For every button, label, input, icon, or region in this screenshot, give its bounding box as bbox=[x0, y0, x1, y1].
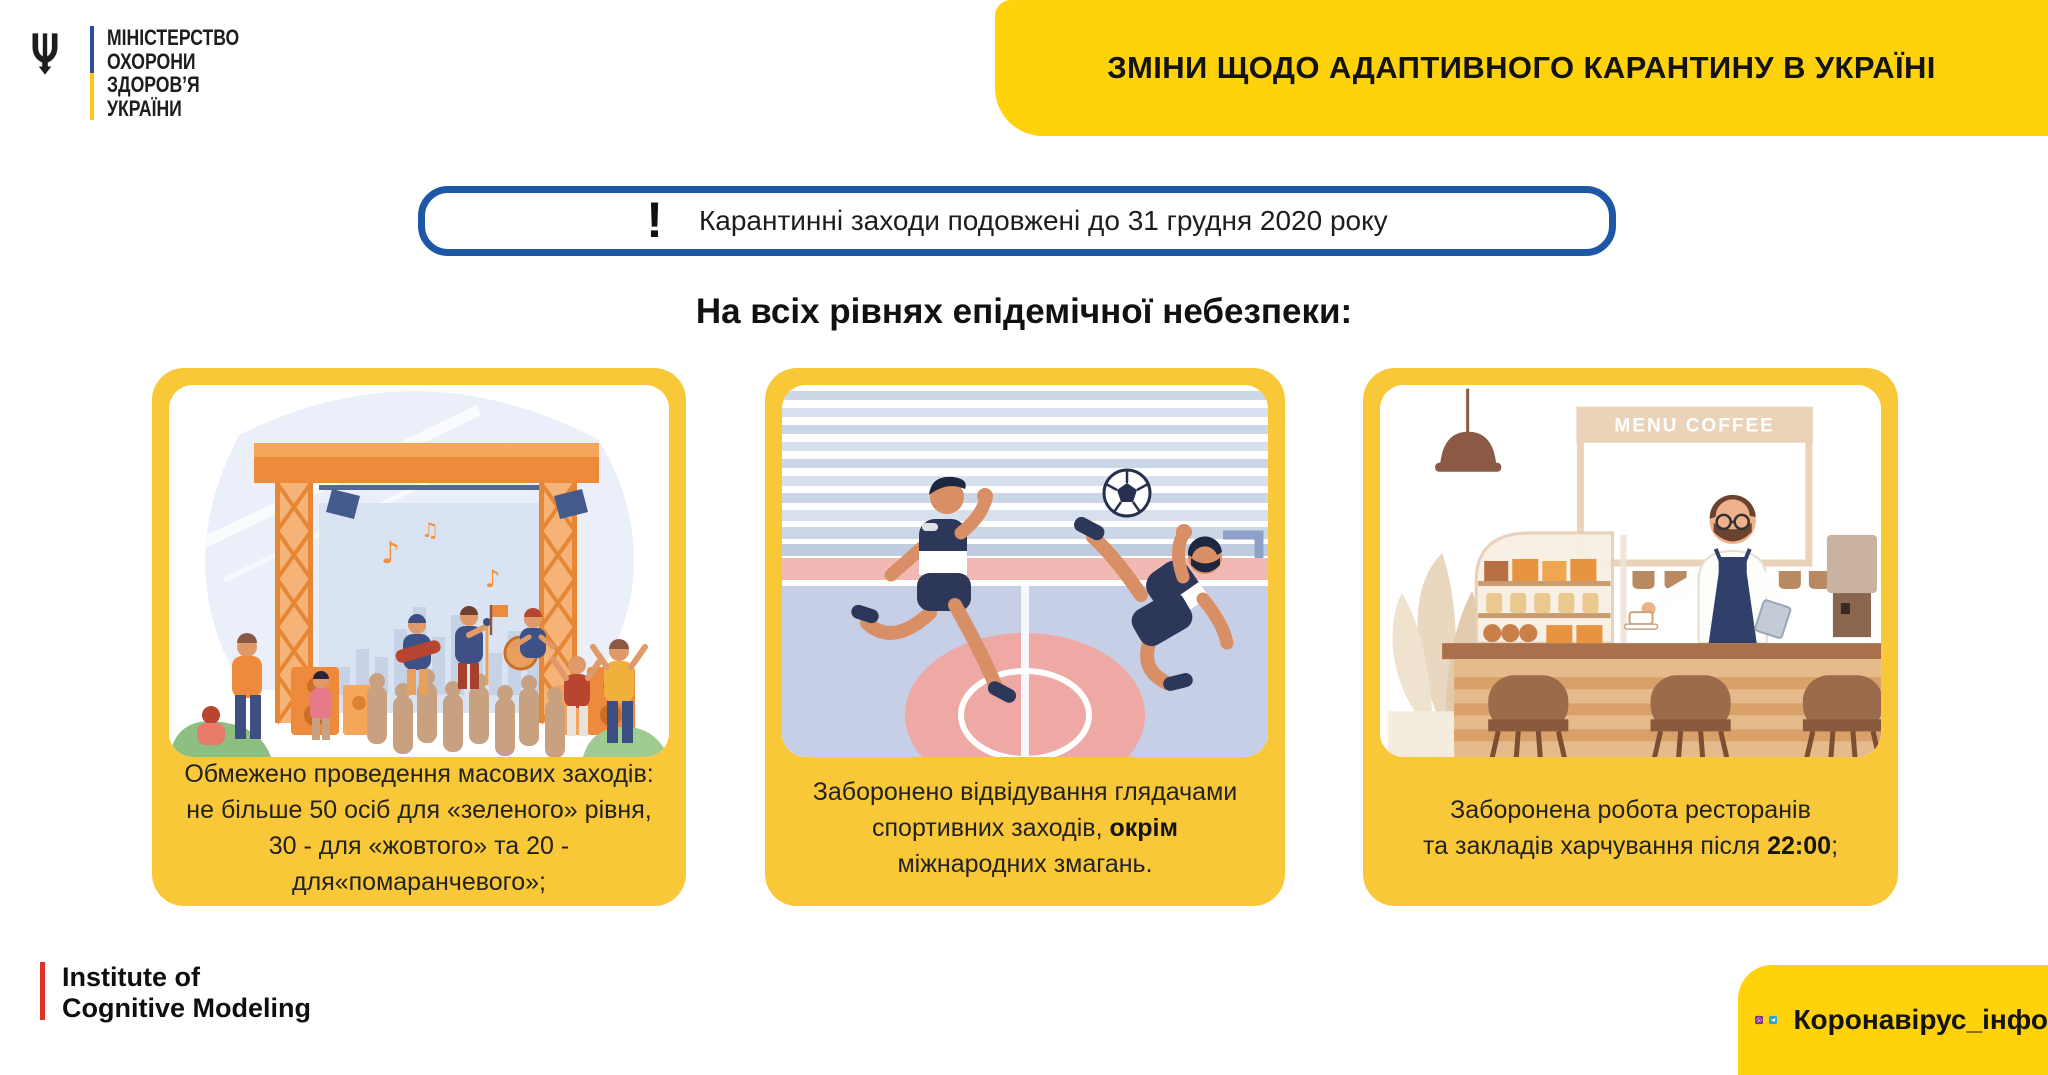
card-caption bbox=[779, 757, 1271, 898]
ministry-logo bbox=[30, 26, 272, 120]
cafe-illustration bbox=[1380, 385, 1881, 757]
channel-name: Коронавірус_інфо bbox=[1793, 1004, 2048, 1035]
telegram-icon bbox=[1769, 1001, 1777, 1039]
football-illustration bbox=[782, 385, 1268, 757]
card-mass-events bbox=[152, 368, 686, 906]
card-caption bbox=[1377, 757, 1884, 898]
caption-line: Заборонена робота ресторанів bbox=[1450, 795, 1811, 824]
flag-blue bbox=[90, 26, 94, 73]
svg-text:♫: ♫ bbox=[421, 518, 439, 542]
caption-line: міжнародних змагань. bbox=[897, 849, 1153, 878]
svg-text:♪: ♪ bbox=[485, 565, 501, 593]
trident-icon bbox=[30, 30, 60, 78]
flag-yellow bbox=[90, 73, 94, 120]
card-caption bbox=[166, 757, 672, 898]
caption-line: Обмежено проведення масових заходів: bbox=[184, 759, 654, 788]
channel-badge bbox=[1738, 965, 2048, 1075]
viber-icon bbox=[1755, 1001, 1763, 1039]
institute-name-line: Cognitive Modeling bbox=[62, 993, 311, 1023]
alert-box bbox=[418, 186, 1616, 256]
header-banner bbox=[995, 0, 2048, 136]
caption-bold: 22:00 bbox=[1767, 831, 1832, 860]
caption-bold: окрім bbox=[1109, 813, 1178, 842]
institute-name-line: Institute of bbox=[62, 962, 200, 992]
ministry-name-line: МІНІСТЕРСТВО bbox=[107, 25, 240, 50]
banner-title: ЗМІНИ ЩОДО АДАПТИВНОГО КАРАНТИНУ В УКРАЇНІ bbox=[1107, 50, 1936, 85]
caption-line bbox=[779, 810, 1271, 846]
ministry-name bbox=[107, 26, 239, 120]
caption-line: 30 - для «жовтого» та 20 - для«помаранчевого»; bbox=[268, 831, 570, 896]
institute-name bbox=[62, 962, 311, 1024]
alert-text: Карантинні заходи подовжені до 31 грудня 2020 року bbox=[698, 205, 1388, 236]
caption-segment: ; bbox=[1831, 831, 1839, 860]
institute-accent-bar bbox=[40, 962, 45, 1020]
flag-bar bbox=[90, 26, 94, 120]
section-heading: На всіх рівнях епідемічної небезпеки: bbox=[695, 292, 1353, 331]
caption-line: Заборонено відвідування глядачами bbox=[812, 777, 1238, 806]
ministry-name-line: ЗДОРОВ’Я bbox=[107, 72, 200, 97]
ministry-name-line: ОХОРОНИ bbox=[107, 48, 196, 74]
caption-segment: та закладів харчування після bbox=[1422, 831, 1768, 860]
ministry-name-line: УКРАЇНИ bbox=[107, 95, 182, 121]
caption-segment: спортивних заходів, bbox=[872, 813, 1110, 842]
card-sports bbox=[765, 368, 1285, 906]
footer-institute bbox=[40, 962, 311, 1024]
exclamation-icon: ! bbox=[646, 192, 663, 248]
concert-illustration bbox=[169, 385, 669, 757]
card-restaurants bbox=[1363, 368, 1898, 906]
caption-line bbox=[1377, 828, 1884, 864]
svg-text:♪: ♪ bbox=[381, 536, 401, 571]
caption-line: не більше 50 осіб для «зеленого» рівня, bbox=[186, 795, 652, 824]
menu-sign-text: MENU COFFEE bbox=[1614, 415, 1775, 437]
